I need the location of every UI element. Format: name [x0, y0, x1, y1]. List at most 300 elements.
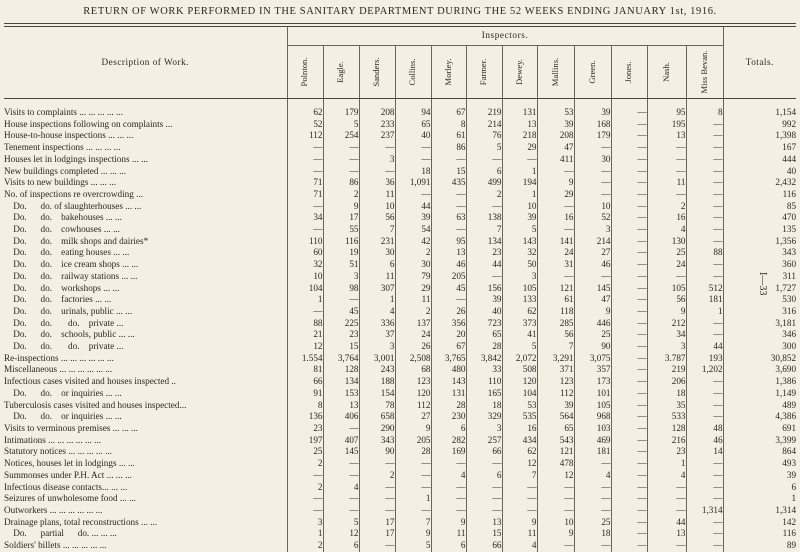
row-description: [4, 166, 287, 178]
inspector-value: 101: [574, 388, 611, 400]
inspector-value: 44: [395, 201, 431, 213]
table-row: [4, 505, 796, 517]
inspector-value: 214: [466, 119, 502, 131]
inspector-value: —: [323, 294, 359, 306]
row-label: House inspections following on complaints: [4, 118, 164, 129]
inspector-value: —: [686, 154, 723, 166]
row-total: 311: [723, 271, 796, 283]
row-leader: ... ...: [116, 329, 135, 340]
inspector-value: —: [686, 189, 723, 201]
inspector-value: 44: [466, 259, 502, 271]
inspector-value: 46: [686, 435, 723, 447]
table-row: [4, 353, 796, 365]
table-row: [4, 411, 796, 423]
inspector-value: —: [431, 493, 466, 505]
row-label: Miscellaneous: [4, 364, 58, 375]
inspector-value: 45: [323, 306, 359, 318]
row-total: 489: [723, 400, 796, 412]
inspector-value: 12: [537, 470, 574, 482]
table-row: [4, 130, 796, 142]
inspector-value: —: [611, 364, 647, 376]
inspector-value: 9: [537, 528, 574, 540]
row-label: Visits to new buildings: [4, 177, 89, 188]
inspector-value: 3.787: [647, 353, 686, 365]
inspector-value: 233: [359, 119, 395, 131]
inspector-value: 95: [647, 99, 686, 119]
row-total: 1,386: [723, 376, 796, 388]
inspector-value: 8: [686, 99, 723, 119]
inspector-value: 39: [466, 294, 502, 306]
inspector-value: 8: [287, 400, 323, 412]
inspector-value: —: [574, 540, 611, 552]
inspector-value: —: [574, 493, 611, 505]
inspector-value: 71: [287, 189, 323, 201]
inspector-value: —: [431, 482, 466, 494]
inspector-value: 104: [502, 388, 537, 400]
inspector-value: 78: [359, 400, 395, 412]
inspector-value: 480: [431, 364, 466, 376]
inspector-value: —: [611, 411, 647, 423]
inspector-value: 9: [431, 517, 466, 529]
inspector-header: [611, 46, 647, 99]
row-description: [4, 306, 287, 318]
inspector-value: 2: [323, 189, 359, 201]
inspector-value: —: [431, 458, 466, 470]
inspector-value: 36: [359, 177, 395, 189]
inspector-value: 52: [574, 212, 611, 224]
inspector-value: —: [574, 166, 611, 178]
inspector-value: 21: [287, 329, 323, 341]
inspector-value: —: [611, 470, 647, 482]
inspector-value: 3: [574, 224, 611, 236]
description-header: Description of Work.: [4, 27, 287, 99]
inspector-value: 94: [395, 99, 431, 119]
row-description: [4, 154, 287, 166]
inspector-value: 179: [574, 130, 611, 142]
row-total: 300: [723, 341, 796, 353]
inspector-value: 7: [395, 517, 431, 529]
inspector-value: —: [287, 493, 323, 505]
inspector-value: 28: [466, 341, 502, 353]
table-row: [4, 119, 796, 131]
row-total: 1,314: [723, 505, 796, 517]
inspector-value: 104: [287, 283, 323, 295]
inspector-value: 13: [323, 400, 359, 412]
inspector-value: —: [537, 505, 574, 517]
inspector-value: 4: [323, 482, 359, 494]
inspector-value: 34: [647, 329, 686, 341]
inspector-value: —: [686, 458, 723, 470]
row-leader: ...: [114, 317, 124, 328]
inspector-value: 13: [647, 528, 686, 540]
table-row: [4, 154, 796, 166]
row-description: [4, 212, 287, 224]
row-description: [4, 411, 287, 423]
inspector-value: 143: [431, 376, 466, 388]
inspector-value: 25: [287, 446, 323, 458]
row-label: Outworkers: [4, 504, 48, 515]
inspector-value: 121: [537, 446, 574, 458]
row-total: 6: [723, 482, 796, 494]
inspector-value: —: [647, 505, 686, 517]
row-label: House-to-house inspections: [4, 130, 106, 141]
inspector-value: 47: [574, 294, 611, 306]
inspector-value: —: [431, 224, 466, 236]
inspector-value: 65: [537, 423, 574, 435]
inspector-value: 10: [359, 201, 395, 213]
row-total: 1,149: [723, 388, 796, 400]
row-total: 4,386: [723, 411, 796, 423]
table-row: [4, 271, 796, 283]
inspector-value: 9: [395, 528, 431, 540]
inspector-value: —: [537, 224, 574, 236]
inspector-value: —: [431, 201, 466, 213]
inspector-value: 33: [466, 364, 502, 376]
inspector-value: 128: [647, 423, 686, 435]
inspector-value: 2: [647, 201, 686, 213]
row-total: 346: [723, 329, 796, 341]
inspector-value: —: [611, 505, 647, 517]
row-total: 864: [723, 446, 796, 458]
inspector-value: —: [466, 482, 502, 494]
inspector-value: 30: [395, 259, 431, 271]
inspector-value: 17: [359, 517, 395, 529]
inspector-value: 11: [647, 177, 686, 189]
inspector-value: —: [611, 166, 647, 178]
row-leader: ...: [133, 188, 144, 199]
inspector-value: 48: [686, 423, 723, 435]
inspector-value: —: [686, 212, 723, 224]
inspector-value: 11: [359, 271, 395, 283]
table-row: [4, 247, 796, 259]
inspector-value: 3,842: [466, 353, 502, 365]
inspector-value: 214: [574, 236, 611, 248]
inspector-value: 5: [502, 341, 537, 353]
row-label: Summonses under P.H. Act: [4, 469, 105, 480]
inspector-value: —: [647, 166, 686, 178]
inspector-value: —: [686, 528, 723, 540]
inspector-value: 40: [395, 130, 431, 142]
inspector-value: 195: [647, 119, 686, 131]
inspector-value: —: [323, 458, 359, 470]
inspector-value: 30: [359, 247, 395, 259]
inspector-value: 407: [323, 435, 359, 447]
row-total: 39: [723, 470, 796, 482]
table-row: [4, 446, 796, 458]
inspector-value: —: [287, 166, 323, 178]
row-label: Do. do. workshops: [4, 282, 101, 293]
row-leader: ... ...: [92, 294, 112, 305]
inspector-value: 116: [323, 236, 359, 248]
row-description: [4, 423, 287, 435]
inspector-value: 133: [502, 294, 537, 306]
inspector-value: 56: [537, 329, 574, 341]
row-total: 1,356: [723, 236, 796, 248]
inspector-value: —: [323, 493, 359, 505]
inspector-value: 197: [287, 435, 323, 447]
inspector-value: 6: [359, 259, 395, 271]
table-row: [4, 517, 796, 529]
inspector-value: —: [359, 482, 395, 494]
table-row: [4, 259, 796, 271]
row-description: [4, 177, 287, 189]
inspector-value: —: [574, 189, 611, 201]
top-rule-outer: [4, 23, 796, 24]
inspector-value: 42: [395, 236, 431, 248]
inspector-value: 35: [647, 400, 686, 412]
row-label: Do. partial do.: [4, 528, 90, 539]
inspector-value: 32: [502, 247, 537, 259]
inspector-value: 110: [287, 236, 323, 248]
inspector-value: 5: [395, 540, 431, 552]
inspector-value: —: [611, 341, 647, 353]
inspector-value: 18: [647, 388, 686, 400]
inspector-value: —: [611, 212, 647, 224]
inspector-value: 4: [431, 470, 466, 482]
inspector-value: —: [611, 189, 647, 201]
inspector-value: 39: [395, 212, 431, 224]
inspector-value: 3: [287, 517, 323, 529]
inspector-value: 71: [287, 177, 323, 189]
table-row: [4, 189, 796, 201]
table-row: [4, 99, 796, 119]
inspector-value: —: [611, 247, 647, 259]
inspector-value: 434: [502, 435, 537, 447]
inspector-value: 188: [359, 376, 395, 388]
row-description: [4, 130, 287, 142]
inspector-value: —: [611, 482, 647, 494]
inspector-value: 9: [537, 177, 574, 189]
inspector-value: 219: [647, 364, 686, 376]
inspector-value: 218: [502, 130, 537, 142]
inspector-value: —: [647, 189, 686, 201]
inspector-value: 154: [359, 388, 395, 400]
row-leader: ..: [169, 376, 176, 387]
page-mark: I—33: [757, 272, 768, 296]
row-leader: ... ... ...: [98, 165, 126, 176]
row-leader: ... ...: [103, 387, 122, 398]
row-label: Houses let in lodgings inspections: [4, 153, 130, 164]
row-label: Infectious disease contacts: [4, 481, 102, 492]
inspector-value: —: [574, 142, 611, 154]
inspector-value: 120: [395, 388, 431, 400]
inspector-value: 4: [359, 306, 395, 318]
row-label: Do. do. eating houses: [4, 247, 111, 258]
row-label: Tuberculosis cases visited and houses inspected: [4, 399, 180, 410]
inspector-value: 136: [287, 411, 323, 423]
row-description: [4, 201, 287, 213]
row-description: [4, 189, 287, 201]
inspector-value: 357: [574, 364, 611, 376]
inspector-value: 1: [287, 528, 323, 540]
row-description: [4, 400, 287, 412]
inspector-value: —: [287, 306, 323, 318]
inspector-value: —: [537, 493, 574, 505]
inspector-value: —: [611, 271, 647, 283]
row-total: 530: [723, 294, 796, 306]
inspector-value: 27: [395, 411, 431, 423]
inspector-header: [686, 46, 723, 99]
inspector-value: 60: [287, 247, 323, 259]
inspector-value: 12: [502, 458, 537, 470]
inspector-value: 1: [502, 166, 537, 178]
inspector-value: 373: [502, 318, 537, 330]
inspector-value: 61: [431, 130, 466, 142]
inspector-value: 66: [466, 540, 502, 552]
inspector-value: 181: [686, 294, 723, 306]
inspector-value: —: [574, 271, 611, 283]
table-row: [4, 236, 796, 248]
inspector-value: 15: [323, 341, 359, 353]
inspector-value: —: [502, 154, 537, 166]
inspector-value: —: [611, 376, 647, 388]
inspector-value: 212: [647, 318, 686, 330]
inspector-value: —: [611, 353, 647, 365]
inspector-value: 63: [431, 212, 466, 224]
inspector-value: —: [611, 528, 647, 540]
inspector-value: 6: [323, 540, 359, 552]
inspector-value: 26: [395, 341, 431, 353]
inspector-header: [359, 46, 395, 99]
inspector-value: 478: [537, 458, 574, 470]
inspector-value: 15: [431, 166, 466, 178]
inspector-value: 290: [359, 423, 395, 435]
inspector-value: 3: [502, 271, 537, 283]
inspector-value: —: [359, 505, 395, 517]
inspector-value: 39: [502, 212, 537, 224]
inspector-value: 34: [287, 212, 323, 224]
row-label: Do. do. urinals, public: [4, 305, 114, 316]
inspector-value: —: [611, 493, 647, 505]
inspector-value: 2: [395, 306, 431, 318]
row-leader: ... ... ...: [110, 422, 138, 433]
inspector-value: 86: [323, 177, 359, 189]
row-leader: ... ...: [138, 516, 158, 527]
row-description: [4, 224, 287, 236]
inspector-value: 44: [686, 341, 723, 353]
row-total: 116: [723, 189, 796, 201]
inspector-value: 282: [431, 435, 466, 447]
inspector-value: —: [611, 306, 647, 318]
inspector-value: —: [611, 517, 647, 529]
inspector-value: —: [574, 482, 611, 494]
inspector-value: 143: [502, 236, 537, 248]
inspector-value: —: [431, 154, 466, 166]
inspector-value: 20: [431, 329, 466, 341]
inspector-value: —: [686, 329, 723, 341]
inspector-header: [647, 46, 686, 99]
inspector-value: 51: [323, 259, 359, 271]
inspector-value: 17: [323, 212, 359, 224]
inspector-header: [431, 46, 466, 99]
inspector-value: 141: [537, 236, 574, 248]
inspector-value: 28: [395, 446, 431, 458]
row-total: 135: [723, 224, 796, 236]
row-description: [4, 283, 287, 295]
row-total: 40: [723, 166, 796, 178]
inspector-value: —: [323, 142, 359, 154]
inspector-value: 28: [431, 400, 466, 412]
inspector-value: 1: [686, 306, 723, 318]
row-total: 470: [723, 212, 796, 224]
inspector-name: Miss Bevan.: [698, 50, 709, 94]
row-description: [4, 458, 287, 470]
inspector-value: 41: [502, 329, 537, 341]
row-description: [4, 353, 287, 365]
row-total: 493: [723, 458, 796, 470]
row-total: 316: [723, 306, 796, 318]
inspector-value: 3,765: [431, 353, 466, 365]
inspectors-header: Inspectors.: [287, 27, 723, 46]
row-leader: *: [143, 235, 149, 246]
inspector-value: 179: [323, 99, 359, 119]
inspector-value: —: [611, 435, 647, 447]
inspector-value: 105: [647, 283, 686, 295]
row-label: Do. do. railway stations: [4, 270, 120, 281]
inspector-value: —: [395, 470, 431, 482]
inspector-value: 5: [323, 119, 359, 131]
inspector-value: —: [611, 201, 647, 213]
row-description: [4, 236, 287, 248]
inspector-value: —: [431, 505, 466, 517]
inspector-value: 5: [466, 142, 502, 154]
row-leader: ... ...: [122, 200, 142, 211]
inspector-value: 343: [359, 435, 395, 447]
inspector-value: —: [611, 142, 647, 154]
table-row: [4, 166, 796, 178]
inspector-value: —: [686, 540, 723, 552]
inspector-value: 46: [574, 259, 611, 271]
inspector-value: —: [537, 540, 574, 552]
row-label: Statutory notices: [4, 446, 67, 457]
inspector-value: —: [431, 189, 466, 201]
inspector-value: 6: [466, 166, 502, 178]
inspector-value: 56: [647, 294, 686, 306]
row-label: Do. do. factories: [4, 294, 93, 305]
row-description: [4, 517, 287, 529]
row-description: [4, 435, 287, 447]
row-total: 1,727: [723, 283, 796, 295]
inspector-value: 13: [647, 130, 686, 142]
row-leader: ... ... ... ... ... ...: [57, 364, 113, 375]
inspector-value: 13: [502, 119, 537, 131]
inspector-value: 18: [395, 166, 431, 178]
row-leader: ... ... ...: [105, 130, 134, 141]
inspector-value: —: [287, 201, 323, 213]
inspector-value: 10: [287, 271, 323, 283]
inspector-value: 153: [323, 388, 359, 400]
inspector-value: —: [537, 166, 574, 178]
row-label: Do. do. of slaughterhouses: [4, 200, 123, 211]
row-leader: ... ...: [117, 493, 136, 504]
inspector-value: 219: [466, 99, 502, 119]
inspector-value: —: [611, 423, 647, 435]
table-row: [4, 329, 796, 341]
inspector-value: 112: [287, 130, 323, 142]
inspector-value: 23: [647, 446, 686, 458]
inspector-value: —: [647, 493, 686, 505]
inspector-value: —: [647, 540, 686, 552]
row-total: 3,690: [723, 364, 796, 376]
inspector-value: —: [647, 482, 686, 494]
inspector-value: 406: [323, 411, 359, 423]
row-total: 89: [723, 540, 796, 552]
row-description: [4, 294, 287, 306]
inspector-value: 564: [537, 411, 574, 423]
table-row: [4, 388, 796, 400]
inspector-value: 56: [359, 212, 395, 224]
row-leader: ... ... ... ...: [83, 142, 121, 153]
